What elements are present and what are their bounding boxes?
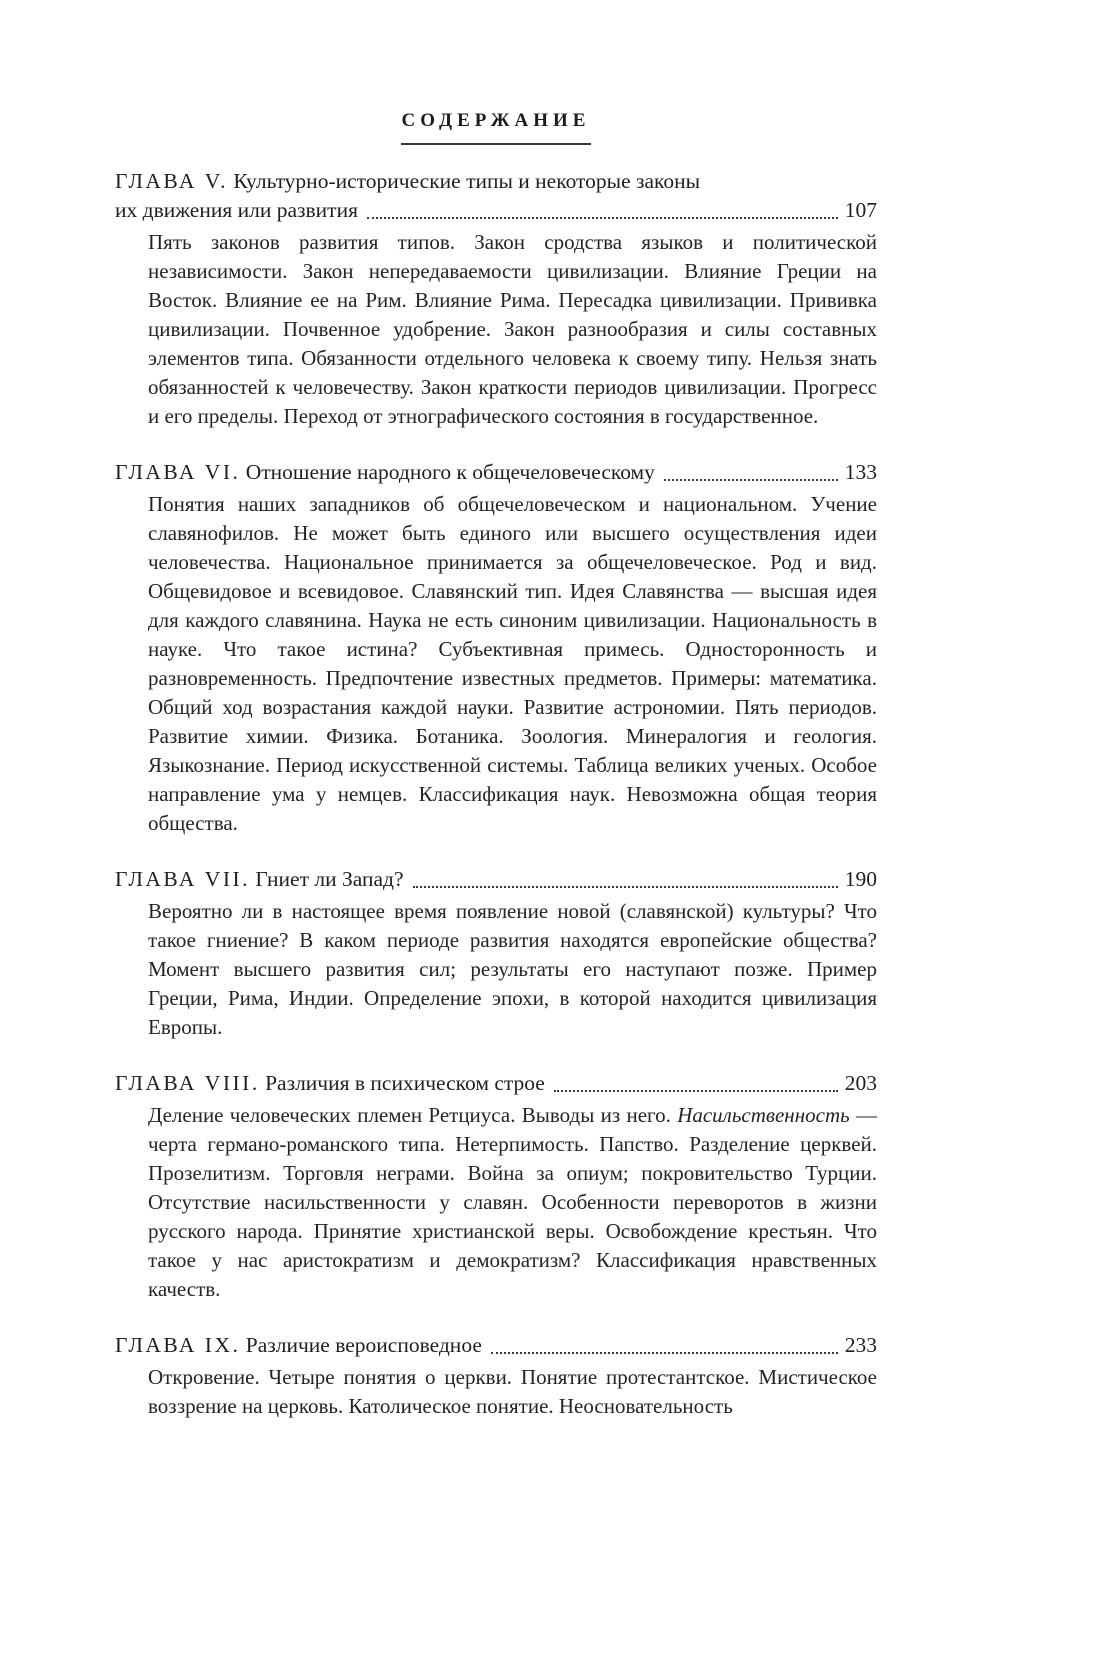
- chapter-description: [148, 1101, 877, 1304]
- description-segment: Деление человеческих племен Ретциуса. Выводы из него.: [148, 1102, 678, 1127]
- chapter-description: [148, 228, 877, 431]
- description-segment: Понятия наших западников об общечеловеческом и национальном. Учение славянофилов. Не может быть единого или высшего осуществления идеи человечества. Национальное принимается за общечеловеческое. Род и вид. Общевидовое и всевидовое. Славянский тип. Идея Славянства — высшая идея для каждого славянина. Наука не есть синоним цивилизации. Национальность в науке. Что такое истина? Субъективная примесь. Односторонность и разновременность. Предпочтение известных предметов. Примеры: математика. Общий ход возрастания каждой науки. Развитие астрономии. Пять периодов. Развитие химии. Физика. Ботаника. Зоология. Минералогия и геология. Языкознание. Период искусственной системы. Таблица великих ученых. Особое направление ума у немцев. Классификация наук. Невозможна общая теория общества.: [148, 491, 877, 835]
- chapter-heading: [115, 865, 877, 894]
- chapter-heading-line: ГЛАВА V. Культурно-исторические типы и некоторые законы: [115, 168, 701, 193]
- toc-entries: [115, 167, 877, 1421]
- toc-entry: [115, 167, 877, 431]
- chapter-description: [148, 897, 877, 1042]
- chapter-heading-lastline: [115, 196, 877, 225]
- chapter-label: ГЛАВА VI.: [115, 459, 241, 484]
- page-number: 190: [844, 866, 877, 891]
- dot-leader: [404, 865, 845, 894]
- chapter-heading-lastline: [115, 458, 877, 487]
- chapter-heading-text: их движения или развития: [115, 197, 358, 222]
- page-number: 107: [844, 197, 877, 222]
- dot-leader: [358, 196, 845, 225]
- description-segment: Откровение. Четыре понятия о церкви. Понятие протестантское. Мистическое воззрение на церковь. Католическое понятие. Неосновательность: [148, 1364, 877, 1418]
- toc-page: [115, 110, 877, 1421]
- page-number: 233: [844, 1332, 877, 1357]
- toc-entry: [115, 1069, 877, 1304]
- toc-entry: [115, 1331, 877, 1421]
- chapter-heading-text: ГЛАВА VII. Гниет ли Запад?: [115, 866, 404, 891]
- chapter-heading: [115, 1331, 877, 1360]
- toc-entry: [115, 865, 877, 1042]
- chapter-heading-text: ГЛАВА IX. Различие вероисповедное: [115, 1332, 482, 1357]
- dot-leader: [482, 1331, 845, 1360]
- chapter-heading: [115, 458, 877, 487]
- toc-entry: [115, 458, 877, 838]
- chapter-label: ГЛАВА IX.: [115, 1332, 241, 1357]
- description-segment: Вероятно ли в настоящее время появление новой (славянской) культуры? Что такое гниение? В каком периоде развития находятся европейские общества? Момент высшего развития сил; результаты его наступают позже. Пример Греции, Рима, Индии. Определение эпохи, в которой находится цивилизация Европы.: [148, 898, 877, 1039]
- chapter-label: ГЛАВА VII.: [115, 866, 251, 891]
- chapter-description: [148, 1363, 877, 1421]
- description-segment: — черта германо-романского типа. Нетерпимость. Папство. Разделение церквей. Прозелитизм. Торговля неграми. Война за опиум; покровительство Турции. Отсутствие насильственности у славян. Особенности переворотов в жизни русского народа. Принятие христианской веры. Освобождение крестьян. Что такое у нас аристократизм и демократизм? Классификация нравственных качеств.: [148, 1102, 878, 1301]
- page-number: 133: [844, 459, 877, 484]
- description-italic-segment: Насильственность: [677, 1102, 850, 1127]
- chapter-label: ГЛАВА VIII.: [115, 1070, 260, 1095]
- chapter-heading-lastline: [115, 1331, 877, 1360]
- page-number: 203: [844, 1070, 877, 1095]
- chapter-heading-lastline: [115, 1069, 877, 1098]
- chapter-heading-lastline: [115, 865, 877, 894]
- chapter-heading-text: ГЛАВА VI. Отношение народного к общечеловеческому: [115, 459, 655, 484]
- chapter-heading: [115, 1069, 877, 1098]
- page-title: СОДЕРЖАНИЕ: [401, 110, 591, 131]
- chapter-description: [148, 490, 877, 838]
- title-divider: [401, 143, 591, 145]
- chapter-heading-text: ГЛАВА VIII. Различия в психическом строе: [115, 1070, 545, 1095]
- description-segment: Пять законов развития типов. Закон сродства языков и политической независимости. Закон непередаваемости цивилизации. Влияние Греции на Восток. Влияние ее на Рим. Влияние Рима. Пересадка цивилизации. Прививка цивилизации. Почвенное удобрение. Закон разнообразия и силы составных элементов типа. Обязанности отдельного человека к своему типу. Нельзя знать обязанностей к человечеству. Закон краткости периодов цивилизации. Прогресс и его пределы. Переход от этнографического состояния в государственное.: [148, 229, 877, 428]
- chapter-label: ГЛАВА V.: [115, 168, 228, 193]
- chapter-heading: [115, 167, 877, 225]
- dot-leader: [545, 1069, 845, 1098]
- dot-leader: [655, 458, 845, 487]
